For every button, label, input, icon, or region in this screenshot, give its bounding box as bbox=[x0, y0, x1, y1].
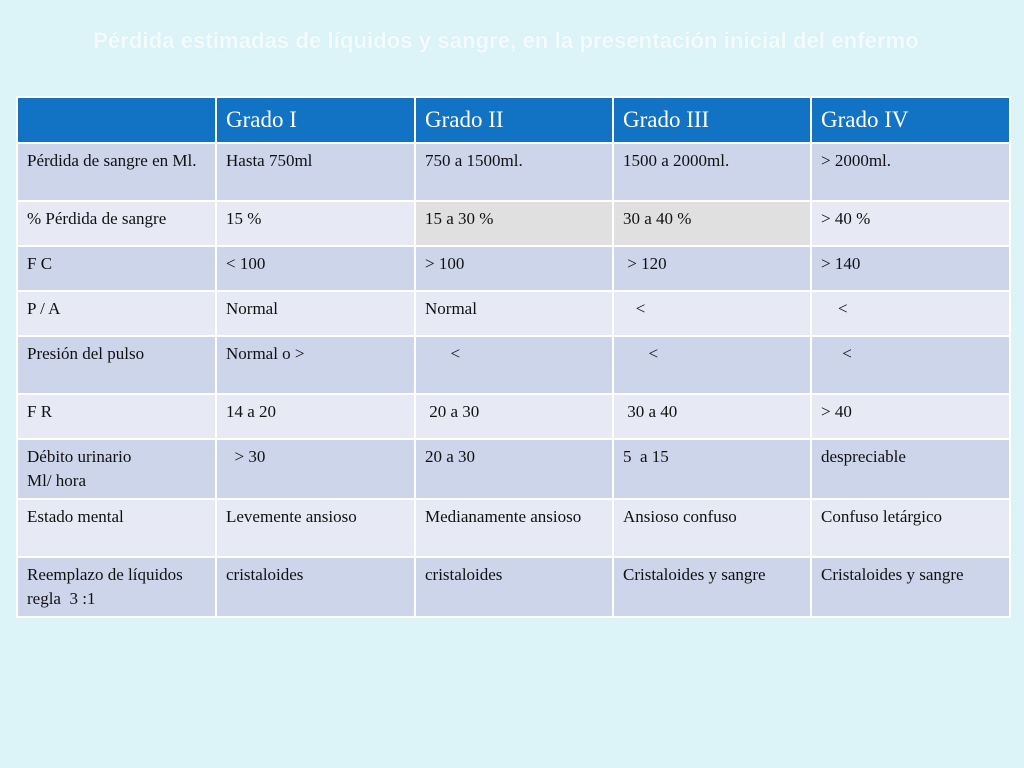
table-cell: 30 a 40 % bbox=[613, 201, 811, 246]
table-cell: 1500 a 2000ml. bbox=[613, 143, 811, 201]
table-cell: > 40 % bbox=[811, 201, 1010, 246]
table-cell: Medianamente ansioso bbox=[415, 499, 613, 557]
table-row bbox=[17, 499, 1010, 557]
header-cell-empty bbox=[17, 97, 216, 143]
table-cell: < bbox=[613, 291, 811, 336]
table-cell: 30 a 40 bbox=[613, 394, 811, 439]
table-cell: Cristaloides y sangre bbox=[811, 557, 1010, 617]
slide-title: Pérdida estimadas de líquidos y sangre, en la presentación inicial del enfermo bbox=[93, 28, 919, 53]
table-cell: 14 a 20 bbox=[216, 394, 415, 439]
header-cell-grado-ii: Grado II bbox=[415, 97, 613, 143]
table-cell: 750 a 1500ml. bbox=[415, 143, 613, 201]
table-cell: 5 a 15 bbox=[613, 439, 811, 499]
table-row bbox=[17, 557, 1010, 617]
table-cell: > 40 bbox=[811, 394, 1010, 439]
table-cell: Confuso letárgico bbox=[811, 499, 1010, 557]
table-cell: Levemente ansioso bbox=[216, 499, 415, 557]
table-cell: < bbox=[613, 336, 811, 394]
row-label: Débito urinario Ml/ hora bbox=[17, 439, 216, 499]
table-cell: Cristaloides y sangre bbox=[613, 557, 811, 617]
table-cell: 15 % bbox=[216, 201, 415, 246]
table-cell: < bbox=[811, 291, 1010, 336]
table-cell: < bbox=[811, 336, 1010, 394]
table-cell: 20 a 30 bbox=[415, 394, 613, 439]
row-label: Reemplazo de líquidos regla 3 :1 bbox=[17, 557, 216, 617]
row-label: % Pérdida de sangre bbox=[17, 201, 216, 246]
table-cell: > 2000ml. bbox=[811, 143, 1010, 201]
header-cell-grado-i: Grado I bbox=[216, 97, 415, 143]
table-row bbox=[17, 336, 1010, 394]
table-cell: Normal bbox=[216, 291, 415, 336]
table-cell: Ansioso confuso bbox=[613, 499, 811, 557]
row-label: Presión del pulso bbox=[17, 336, 216, 394]
header-cell-grado-iii: Grado III bbox=[613, 97, 811, 143]
table-row bbox=[17, 291, 1010, 336]
table-header-row bbox=[17, 97, 1010, 143]
table-cell: cristaloides bbox=[415, 557, 613, 617]
table-row bbox=[17, 143, 1010, 201]
row-label: F C bbox=[17, 246, 216, 291]
table-row bbox=[17, 394, 1010, 439]
table-cell: < 100 bbox=[216, 246, 415, 291]
table-row bbox=[17, 439, 1010, 499]
table-row bbox=[17, 201, 1010, 246]
table-cell: > 140 bbox=[811, 246, 1010, 291]
row-label: Estado mental bbox=[17, 499, 216, 557]
blood-loss-table bbox=[16, 96, 1011, 618]
header-cell-grado-iv: Grado IV bbox=[811, 97, 1010, 143]
table-cell: > 100 bbox=[415, 246, 613, 291]
table-cell: < bbox=[415, 336, 613, 394]
table-cell: Normal o > bbox=[216, 336, 415, 394]
table-cell: Hasta 750ml bbox=[216, 143, 415, 201]
table-cell: 20 a 30 bbox=[415, 439, 613, 499]
row-label: Pérdida de sangre en Ml. bbox=[17, 143, 216, 201]
table-cell: cristaloides bbox=[216, 557, 415, 617]
table-cell: > 30 bbox=[216, 439, 415, 499]
row-label: F R bbox=[17, 394, 216, 439]
table-cell: Normal bbox=[415, 291, 613, 336]
table-cell: > 120 bbox=[613, 246, 811, 291]
table-cell: despreciable bbox=[811, 439, 1010, 499]
table-cell: 15 a 30 % bbox=[415, 201, 613, 246]
row-label: P / A bbox=[17, 291, 216, 336]
table-row bbox=[17, 246, 1010, 291]
